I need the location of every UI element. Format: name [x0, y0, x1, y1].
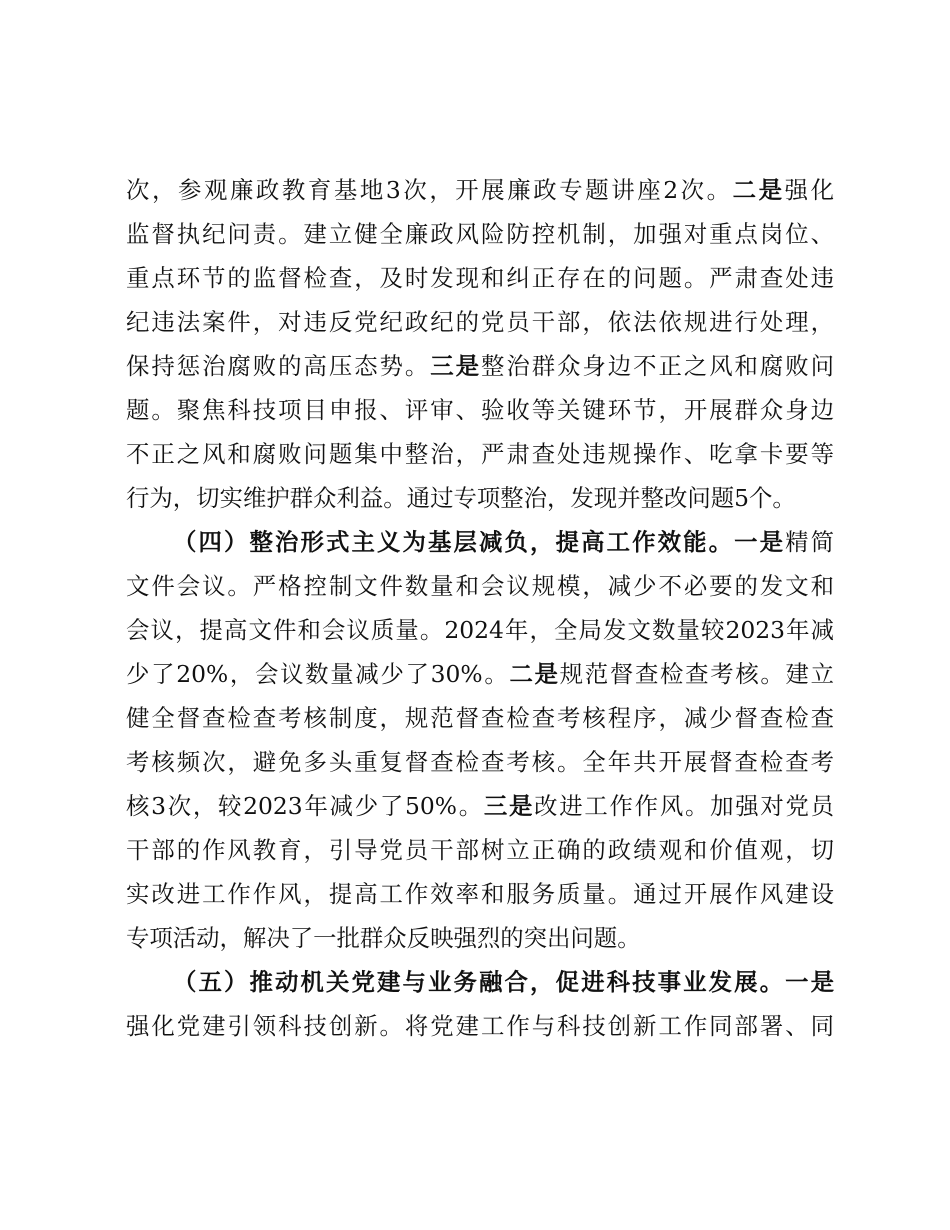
text-segment: 整治群众身边不正之风和腐败问: [481, 352, 835, 380]
text-line: [126, 564, 834, 608]
text-segment: 专项活动，解决了一批群众反映强烈的突出问题。: [126, 924, 641, 952]
text-segment: 实改进工作作风，提高工作效率和服务质量。通过开展作风建设: [126, 880, 834, 908]
bold-text-segment: 三是: [430, 352, 481, 380]
bold-text-segment: 二是: [509, 660, 560, 688]
text-line: [126, 300, 834, 344]
text-segment: 行为，切实维护群众利益。通过专项整治，发现并整改问题5个。: [126, 484, 796, 512]
text-line: [126, 652, 834, 696]
text-line: [126, 740, 834, 784]
text-segment: 健全督查检查考核制度，规范督查检查考核程序，减少督查检查: [126, 704, 834, 732]
bold-text-segment: （四）整治形式主义为基层减负，提高工作效能。一是: [173, 528, 786, 556]
text-line: [126, 344, 834, 388]
text-line: [126, 388, 834, 432]
text-segment: 会议，提高文件和会议质量。2024年，全局发文数量较2023年减: [126, 616, 834, 644]
text-line: [126, 784, 834, 828]
text-segment: 强化: [784, 176, 835, 204]
text-segment: 不正之风和腐败问题集中整治，严肃查处违规操作、吃拿卡要等: [126, 440, 834, 468]
text-segment: 强化党建引领科技创新。将党建工作与科技创新工作同部署、同: [126, 1012, 834, 1040]
document-body: [126, 168, 834, 1048]
text-line: [126, 476, 834, 520]
text-line: [126, 212, 834, 256]
text-line: [126, 696, 834, 740]
text-segment: 文件会议。严格控制文件数量和会议规模，减少不必要的发文和: [126, 572, 834, 600]
text-line: [126, 828, 834, 872]
text-segment: 少了20%，会议数量减少了30%。: [126, 660, 510, 688]
bold-text-segment: 三是: [483, 792, 535, 820]
text-line: [126, 520, 834, 564]
text-line: [126, 872, 834, 916]
text-line: [126, 432, 834, 476]
text-segment: 纪违法案件，对违反党纪政纪的党员干部，依法依规进行处理，: [126, 308, 834, 336]
bold-text-segment: （五）推动机关党建与业务融合，促进科技事业发展。一是: [173, 968, 834, 996]
text-segment: 次，参观廉政教育基地3次，开展廉政专题讲座2次。: [126, 176, 733, 204]
text-line: [126, 608, 834, 652]
text-segment: 监督执纪问责。建立健全廉政风险防控机制，加强对重点岗位、: [126, 220, 834, 248]
text-segment: 干部的作风教育，引导党员干部树立正确的政绩观和价值观，切: [126, 836, 834, 864]
text-line: [126, 168, 834, 212]
text-segment: 精简: [785, 528, 835, 556]
text-segment: 改进工作作风。加强对党员: [534, 792, 835, 820]
text-line: [126, 1004, 834, 1048]
text-segment: 题。聚焦科技项目申报、评审、验收等关键环节，开展群众身边: [126, 396, 834, 424]
text-segment: 核3次，较2023年减少了50%。: [126, 792, 484, 820]
text-segment: 考核频次，避免多头重复督查检查考核。全年共开展督查检查考: [126, 748, 834, 776]
text-segment: 重点环节的监督检查，及时发现和纠正存在的问题。严肃查处违: [126, 264, 834, 292]
bold-text-segment: 二是: [732, 176, 785, 204]
text-line: [126, 960, 834, 1004]
text-line: [126, 916, 834, 960]
text-segment: 规范督查检查考核。建立: [559, 660, 835, 688]
text-segment: 保持惩治腐败的高压态势。: [126, 352, 431, 380]
text-line: [126, 256, 834, 300]
